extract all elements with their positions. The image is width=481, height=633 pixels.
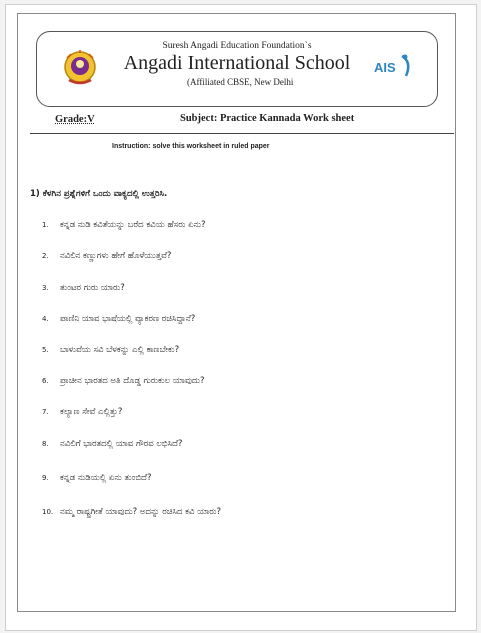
question-text: ತುಂಟರ ಗುರು ಯಾರು? [60, 283, 125, 293]
ais-logo [372, 52, 416, 82]
question-text: ಕನ್ನಡ ನುಡಿಯಲ್ಲಿ ಏನು ತುಂಬಿದೆ? [60, 473, 152, 483]
instruction-text: Instruction: solve this worksheet in ruled paper [112, 143, 270, 150]
question-item [42, 251, 171, 261]
question-text: ಬಾಳುವೆಯ ಸವಿ ಬೆಳಕನ್ನು ಎಲ್ಲಿ ಕಾಣಬೇಕು? [60, 345, 180, 355]
grade-label: Grade:V [55, 114, 95, 125]
question-item [42, 376, 205, 386]
question-item [42, 314, 195, 324]
school-header [36, 31, 438, 107]
question-item [42, 439, 182, 449]
question-text: ನವಿಲಿಗೆ ಭಾರತದಲ್ಲಿ ಯಾವ ಗೌರವ ಲಭಿಸಿದೆ? [60, 439, 183, 449]
ais-logo-text: AIS [374, 60, 396, 75]
question-item [42, 345, 179, 355]
question-number: 4. [42, 315, 49, 323]
header-divider [30, 133, 454, 134]
question-text: ಪ್ರಾಚೀನ ಭಾರತದ ಅತಿ ದೊಡ್ಡ ಗುರುಕುಲ ಯಾವುದು? [60, 376, 205, 386]
affiliation-text: (Affiliated CBSE, New Delhi [187, 77, 294, 87]
question-number: 5. [42, 346, 49, 354]
foundation-name: Suresh Angadi Education Foundation`s [162, 41, 312, 51]
question-text: ನವಿಲಿನ ಕಣ್ಣುಗಳು ಹೇಗೆ ಹೊಳೆಯುತ್ತವೆ? [60, 251, 172, 261]
question-item [42, 407, 122, 417]
question-item [42, 473, 151, 483]
question-number: 6. [42, 377, 49, 385]
question-text: ಕಲ್ಯಾಣ ಸೇವೆ ಎಲ್ಲಿತ್ತು? [60, 407, 123, 417]
question-text: ಕನ್ನಡ ನುಡಿ ಕವಿತೆಯನ್ನು ಬರೆದ ಕವಿಯ ಹೆಸರು ಏನು? [60, 220, 206, 230]
question-text: ಪಾಣಿನಿ ಯಾವ ಭಾಷೆಯಲ್ಲಿ ವ್ಯಾಕರಣ ರಚಿಸಿದ್ದಾನೆ? [60, 314, 196, 324]
question-item [42, 507, 221, 517]
question-number: 9. [42, 474, 49, 482]
question-text: ನಮ್ಮ ರಾಷ್ಟ್ರಗೀತೆ ಯಾವುದು? ಅದನ್ನು ರಚಿಸಿದ ಕವಿ ಯಾರು? [60, 507, 222, 517]
question-number: 10. [42, 508, 54, 516]
section-heading: 1) ಕೆಳಗಿನ ಪ್ರಶ್ನೆಗಳಿಗೆ ಒಂದು ವಾಕ್ಯದಲ್ಲಿ ಉತ್ತರಿಸಿ. [30, 189, 168, 199]
question-number: 2. [42, 252, 49, 260]
question-number: 3. [42, 284, 49, 292]
school-name: Angadi International School [123, 52, 351, 74]
question-number: 7. [42, 408, 49, 416]
question-item [42, 283, 125, 293]
question-number: 8. [42, 440, 49, 448]
question-item [42, 220, 206, 230]
question-number: 1. [42, 221, 49, 229]
subject-label: Subject: Practice Kannada Work sheet [180, 113, 355, 124]
